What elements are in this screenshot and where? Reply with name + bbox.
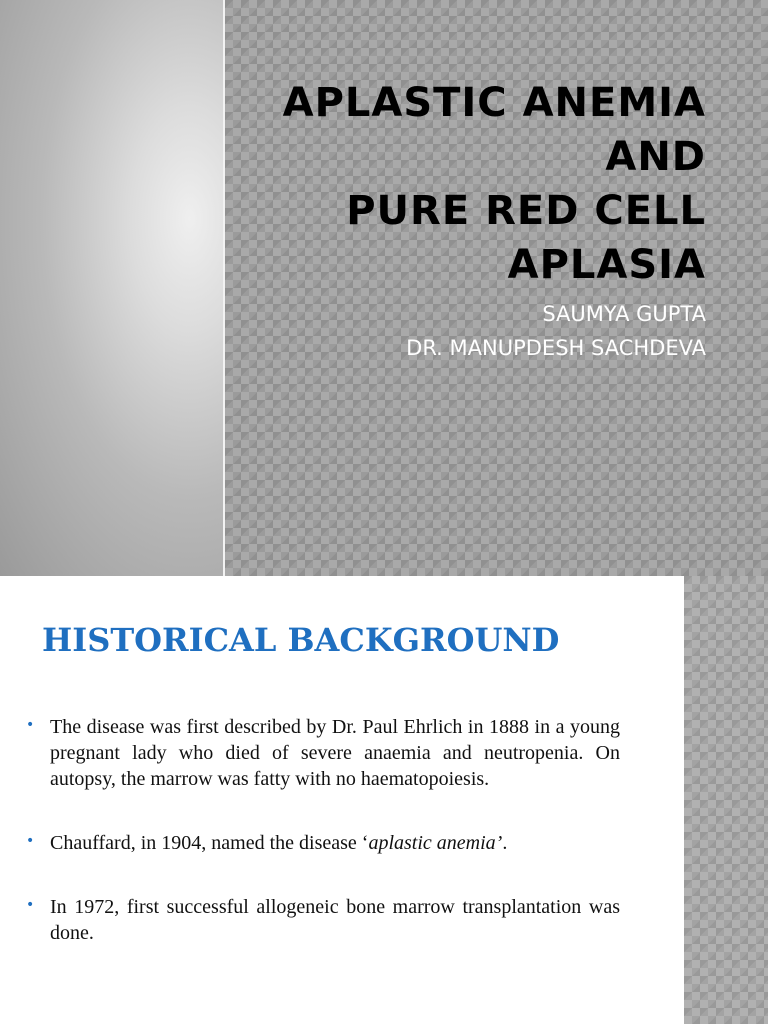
author-name: DR. MANUPDESH SACHDEVA bbox=[406, 336, 706, 360]
text-segment: Chauffard, in 1904, named the disease ‘ bbox=[50, 832, 369, 854]
bullet-text bbox=[50, 830, 620, 856]
title-line: PURE RED CELL bbox=[346, 188, 706, 234]
title-line: APLASIA bbox=[507, 242, 706, 288]
title-line: APLASTIC ANEMIA bbox=[282, 80, 706, 126]
italic-term: aplastic anemia’ bbox=[368, 832, 503, 854]
list-item bbox=[26, 714, 620, 792]
slide-title bbox=[186, 76, 706, 292]
bullet-text: In 1972, first successful allogeneic bone marrow transplantation was done. bbox=[50, 896, 620, 944]
bullet-icon: • bbox=[26, 897, 35, 913]
author-name: SAUMYA GUPTA bbox=[542, 302, 706, 326]
bullet-icon: • bbox=[26, 833, 35, 849]
bullet-list bbox=[26, 714, 620, 984]
text-segment: . bbox=[502, 832, 508, 854]
bullet-icon: • bbox=[26, 717, 35, 733]
slide-authors bbox=[186, 297, 706, 365]
patterned-strip bbox=[684, 576, 768, 1024]
title-line: AND bbox=[605, 134, 706, 180]
list-item bbox=[26, 830, 620, 856]
list-item bbox=[26, 894, 620, 946]
content-slide bbox=[0, 576, 768, 1024]
bullet-text: The disease was first described by Dr. Paul Ehrlich in 1888 in a young pregnant lady who died of severe anaemia and neutropenia. On autopsy, the marrow was fatty with no haematopoiesis. bbox=[50, 716, 620, 790]
section-heading: HISTORICAL BACKGROUND bbox=[42, 621, 560, 659]
